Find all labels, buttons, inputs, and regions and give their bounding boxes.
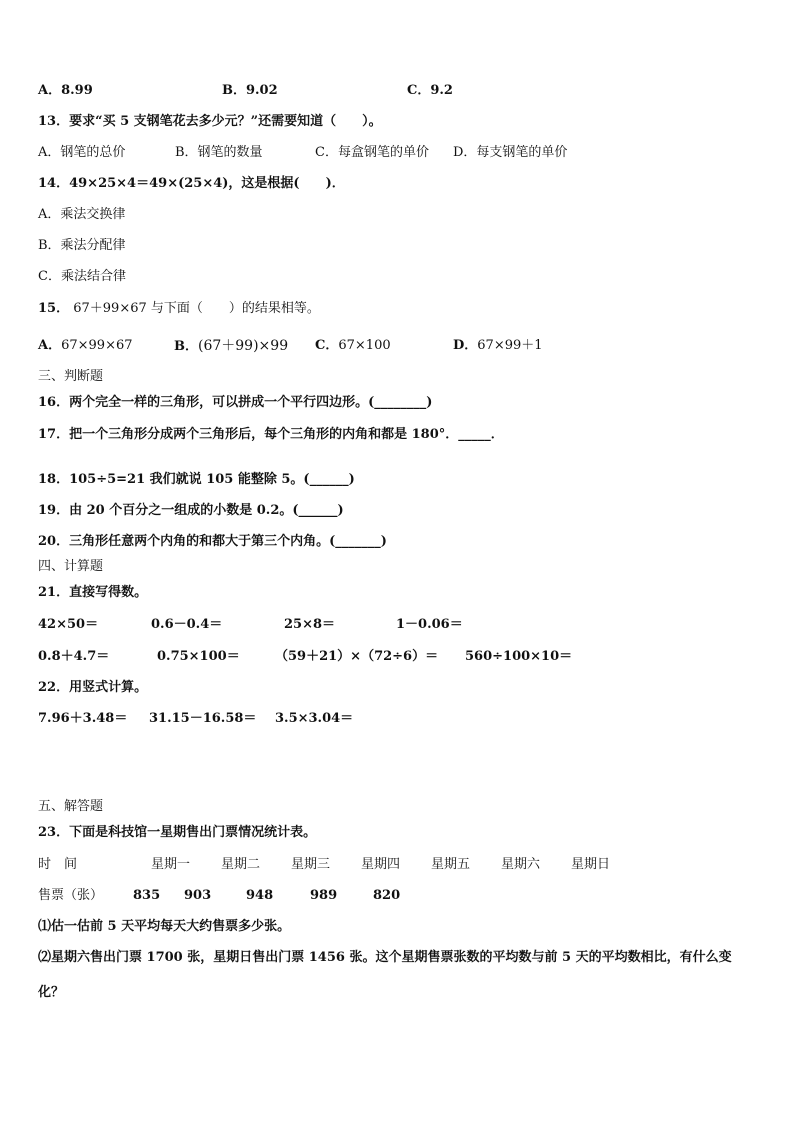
q22-stem: 22．用竖式计算。 (38, 680, 148, 695)
q14-option-b: B．乘法分配律 (38, 238, 126, 253)
q17-text: 17．把一个三角形分成两个三角形后，每个三角形的内角和都是 180°．_____． (38, 427, 504, 442)
q13-option-b: B．钢笔的数量 (175, 145, 263, 160)
q15-option-b-label: B． (174, 339, 198, 354)
q15-option-a (38, 337, 133, 355)
q15-stem-tail: 与下面（ ）的结果相等。 (150, 301, 320, 316)
q23-table-header-wed: 星期三 (291, 857, 331, 872)
q21-item-8: 560÷100×10＝ (465, 649, 573, 664)
q12-option-a: A．8.99 (38, 83, 93, 98)
q23-sub-question-1: ⑴估一估前 5 天平均每天大约售票多少张。 (38, 919, 291, 934)
q23-table-value-tue: 903 (184, 888, 212, 903)
q15-expression: 67＋99×67 (73, 301, 147, 316)
q15-number: 15． (38, 301, 70, 316)
q21-item-1: 42×50＝ (38, 617, 99, 632)
q15-option-c-expr: 67×100 (338, 338, 391, 353)
q23-sub-question-2-line-1: ⑵星期六售出门票 1700 张，星期日售出门票 1456 张。这个星期售票张数的平均数与前 5 天的平均数相比，有什么变 (38, 950, 732, 965)
q21-item-3: 25×8＝ (284, 617, 336, 632)
q15-option-c-label: C． (315, 338, 339, 353)
q15-stem (38, 300, 320, 318)
q23-table-value-wed: 948 (246, 888, 274, 903)
section-heading-judgement: 三、判断题 (38, 369, 104, 384)
q21-item-4: 1－0.06＝ (396, 617, 463, 632)
q23-table-row-label: 售票（张） (38, 888, 104, 903)
q14-option-a: A．乘法交换律 (38, 207, 126, 222)
q21-item-5: 0.8＋4.7＝ (38, 649, 110, 664)
q18-text: 18．105÷5=21 我们就说 105 能整除 5。(______) (38, 472, 355, 487)
q23-table-header-time: 时 间 (38, 857, 78, 872)
q21-stem: 21．直接写得数。 (38, 585, 148, 600)
q23-table-header-mon: 星期一 (151, 857, 191, 872)
q21-item-6: 0.75×100＝ (157, 649, 240, 664)
q19-text: 19．由 20 个百分之一组成的小数是 0.2。(______) (38, 503, 344, 518)
q13-option-c: C．每盒钢笔的单价 (315, 145, 429, 160)
q14-option-c: C．乘法结合律 (38, 269, 126, 284)
q12-option-c: C．9.2 (407, 83, 453, 98)
q13-option-d: D．每支钢笔的单价 (453, 145, 568, 160)
q23-table-header-sat: 星期六 (501, 857, 541, 872)
q16-text: 16．两个完全一样的三角形，可以拼成一个平行四边形。(________) (38, 395, 433, 410)
q23-table-header-fri: 星期五 (431, 857, 471, 872)
q12-option-b: B．9.02 (222, 83, 278, 98)
q15-option-c (315, 337, 391, 355)
q23-table-header-sun: 星期日 (571, 857, 611, 872)
q20-text: 20．三角形任意两个内角的和都大于第三个内角。(_______) (38, 534, 387, 549)
q23-table-value-fri: 820 (373, 888, 401, 903)
q22-item-3: 3.5×3.04＝ (275, 711, 354, 726)
q15-option-d-expr: 67×99＋1 (477, 338, 543, 353)
q23-table-header-thu: 星期四 (361, 857, 401, 872)
q22-item-1: 7.96＋3.48＝ (38, 711, 128, 726)
q14-stem: 14．49×25×4＝49×(25×4)，这是根据( )． (38, 176, 345, 191)
q23-sub-question-2-line-2: 化？ (38, 985, 65, 1000)
q15-option-b-expr: (67＋99)×99 (198, 338, 289, 354)
q13-stem: 13．要求“买 5 支钢笔花去多少元？”还需要知道（ ）。 (38, 114, 382, 129)
q22-item-2: 31.15－16.58＝ (149, 711, 257, 726)
q23-table-value-thu: 989 (310, 888, 338, 903)
q15-option-b (174, 337, 288, 356)
q15-option-a-label: A． (38, 338, 62, 353)
q15-option-d (453, 337, 543, 355)
q21-item-7: （59＋21）×（72÷6）＝ (275, 649, 439, 664)
q23-table-header-tue: 星期二 (221, 857, 261, 872)
section-heading-calculation: 四、计算题 (38, 559, 104, 574)
q23-stem: 23．下面是科技馆一星期售出门票情况统计表。 (38, 825, 317, 840)
q15-option-d-label: D． (453, 338, 478, 353)
q21-item-2: 0.6－0.4＝ (151, 617, 223, 632)
q23-table-value-mon: 835 (133, 888, 161, 903)
section-heading-word-problems: 五、解答题 (38, 799, 104, 814)
q15-option-a-expr: 67×99×67 (61, 338, 133, 353)
q13-option-a: A．钢笔的总价 (38, 145, 126, 160)
